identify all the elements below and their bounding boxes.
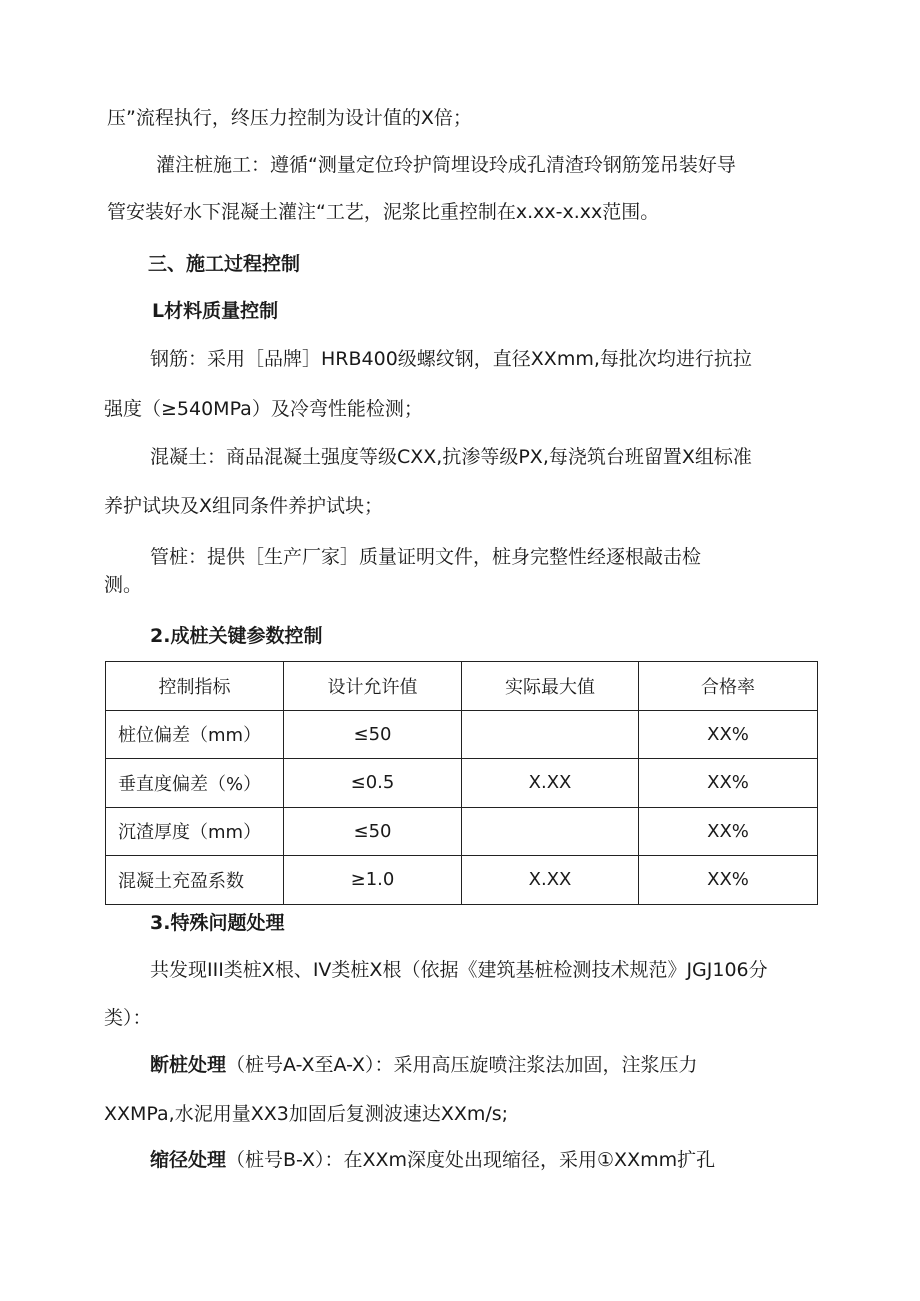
- shrink-text: （桩号B-X）：在XXm深度处出现缩径，采用①XXmm扩孔: [226, 1149, 716, 1171]
- table-header-row: [106, 662, 818, 711]
- break-text: （桩号A-X至A-X）：采用高压旋喷注浆法加固，注浆压力: [226, 1054, 698, 1076]
- paragraph-line: 管安装好水下混凝土灌注“工艺，泥浆比重控制在x.xx-x.xx范围。: [107, 201, 660, 223]
- paragraph-line: 养护试块及X组同条件养护试块；: [104, 495, 384, 517]
- paragraph-line: 测。: [104, 574, 143, 596]
- table-cell: 垂直度偏差（%）: [106, 759, 284, 808]
- paragraph-line: [150, 1053, 698, 1077]
- subsection-heading: 2.成桩关键参数控制: [150, 625, 323, 647]
- table-cell: ≤50: [284, 807, 462, 856]
- table-header-cell: 实际最大值: [462, 662, 639, 711]
- table-cell: X.XX: [462, 759, 639, 808]
- table-cell: ≥1.0: [284, 856, 462, 905]
- table-cell: [462, 807, 639, 856]
- paragraph-line: XXMPa,水泥用量XX3加固后复测波速达XXm/s;: [104, 1103, 509, 1125]
- table-cell: 混凝土充盈系数: [106, 856, 284, 905]
- table-cell: 桩位偏差（mm）: [106, 710, 284, 759]
- table-row: [106, 856, 818, 905]
- paragraph-line: 混凝土：商品混凝土强度等级CXX,抗渗等级PX,每浇筑台班留置X组标准: [150, 446, 752, 468]
- subsection-heading: 3.特殊问题处理: [150, 912, 285, 934]
- paragraph-line: 灌注桩施工：遵循“测量定位玲护筒埋设玲成孔清渣玲钢筋笼吊装好导: [156, 154, 736, 176]
- subsection-heading: L材料质量控制: [152, 300, 279, 322]
- section-heading: 三、施工过程控制: [148, 253, 301, 275]
- table-row: [106, 759, 818, 808]
- table-header-cell: 合格率: [639, 662, 818, 711]
- table-header-cell: 设计允许值: [284, 662, 462, 711]
- table-header-cell: 控制指标: [106, 662, 284, 711]
- paragraph-line: [150, 1148, 715, 1172]
- table-cell: XX%: [639, 710, 818, 759]
- table-cell: 沉渣厚度（mm）: [106, 807, 284, 856]
- table-cell: ≤0.5: [284, 759, 462, 808]
- table-cell: X.XX: [462, 856, 639, 905]
- parameter-table: [105, 661, 818, 905]
- table-cell: XX%: [639, 807, 818, 856]
- table-cell: [462, 710, 639, 759]
- paragraph-line: 类）：: [104, 1007, 152, 1029]
- table-cell: ≤50: [284, 710, 462, 759]
- table-cell: XX%: [639, 856, 818, 905]
- paragraph-line: 压”流程执行，终压力控制为设计值的X倍；: [107, 107, 472, 129]
- paragraph-line: 管桩：提供［生产厂家］质量证明文件，桩身完整性经逐根敲击检: [150, 546, 702, 568]
- table-row: [106, 710, 818, 759]
- shrink-label: 缩径处理: [150, 1149, 227, 1171]
- table-cell: XX%: [639, 759, 818, 808]
- table-row: [106, 807, 818, 856]
- paragraph-line: 共发现III类桩X根、IV类桩X根（依据《建筑基桩检测技术规范》JGJ106分: [150, 959, 768, 981]
- break-label: 断桩处理: [150, 1054, 227, 1076]
- paragraph-line: 钢筋：采用［品牌］HRB400级螺纹钢，直径XXmm,每批次均进行抗拉: [150, 348, 752, 370]
- paragraph-line: 强度（≥540MPa）及冷弯性能检测；: [104, 398, 423, 420]
